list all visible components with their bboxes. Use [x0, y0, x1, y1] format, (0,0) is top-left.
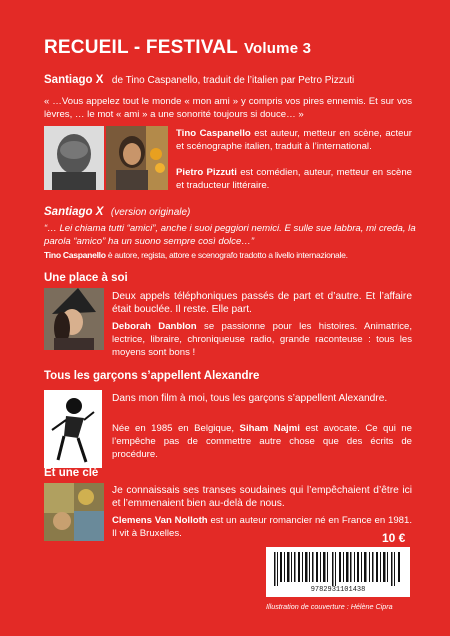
author-name: Clemens Van Nolloth: [112, 515, 208, 526]
page-title: RECUEIL - FESTIVAL Volume 3: [44, 37, 312, 58]
bio-najmi: Née en 1985 en Belgique, Siham Najmi est avocate. Ce qui ne l’empêche pas de commettre autre chose que des écrits de procédure.: [112, 423, 412, 460]
author-name: Deborah Danblon: [112, 321, 197, 332]
author-name: Siham Najmi: [239, 423, 300, 434]
section-santiago-heading: [44, 70, 424, 88]
author-photo-caspanello: [44, 126, 104, 190]
section-heading-tous-les-garcons: Tous les garçons s’appellent Alexandre: [44, 370, 260, 382]
section-text-une-place: Deux appels téléphoniques passés de part et d’autre. Et l’affaire était bouclée. Il reste. Elle part.: [112, 291, 412, 315]
bio-van-nolloth: Clemens Van Nolloth est un auteur romancier né en France en 1981. Il vit à Bruxelles.: [112, 515, 412, 539]
section-heading-et-une-cle: Et une clé: [44, 467, 99, 479]
price-label: 10 €: [382, 531, 406, 545]
original-version-heading: Santiago X (version originale): [44, 206, 191, 218]
bio-caspanello: Tino Caspanello est auteur, metteur en scène, acteur et scénographe italien, traduit à l’international.: [176, 128, 413, 152]
author-photo-danblon: [44, 288, 104, 350]
section-heading-une-place: Une place à soi: [44, 272, 128, 284]
author-photo-van-nolloth: [44, 483, 104, 541]
original-quote: “… Lei chiama tutti “amici”, anche i suoi peggiori nemici. E sulle sue labbra, mi creda, la parola “amico” ha un suono sempre così dolce…”: [44, 223, 416, 247]
author-photo-pizzuti: [106, 126, 168, 190]
byline: de Tino Caspanello, traduit de l’italien par Petro Pizzuti: [111, 75, 355, 86]
volume-label: Volume 3: [243, 40, 312, 57]
cover-credit: Illustration de couverture : Hélène Cipra: [266, 602, 393, 611]
author-name: Tino Caspanello: [176, 128, 251, 139]
section-text-tous-les-garcons: Dans mon film à moi, tous les garçons s’appellent Alexandre.: [112, 393, 388, 404]
barcode-icon: [272, 552, 404, 586]
section-heading: Santiago X: [44, 74, 104, 86]
bio-danblon: Deborah Danblon se passionne pour les histoires. Animatrice, lectrice, libraire, chroniqueuse radio, grande raconteuse : tous les moyens sont bons !: [112, 321, 413, 358]
section-text-et-une-cle: Je connaissais ses transes soudaines qui l’empêchaient d’être ici et l’emmenaient bien au-delà de nous.: [112, 485, 412, 509]
santiago-quote: « …Vous appelez tout le monde « mon ami » y compris vos pires ennemis. Et sur vos lèvres, … le mot « ami » a une sonorité toujours si douce… »: [44, 96, 412, 120]
isbn-number: 9782931101438: [310, 586, 366, 594]
author-illustration-najmi: [44, 390, 102, 468]
bio-pizzuti: Pietro Pizzuti est comédien, auteur, metteur en scène et traducteur littéraire.: [176, 167, 413, 191]
barcode: [266, 547, 410, 597]
author-name: Pietro Pizzuti: [176, 167, 237, 178]
original-bio: Tino Caspanello è autore, regista, attore e scenografo tradotto a livello internazionale.: [44, 250, 348, 260]
